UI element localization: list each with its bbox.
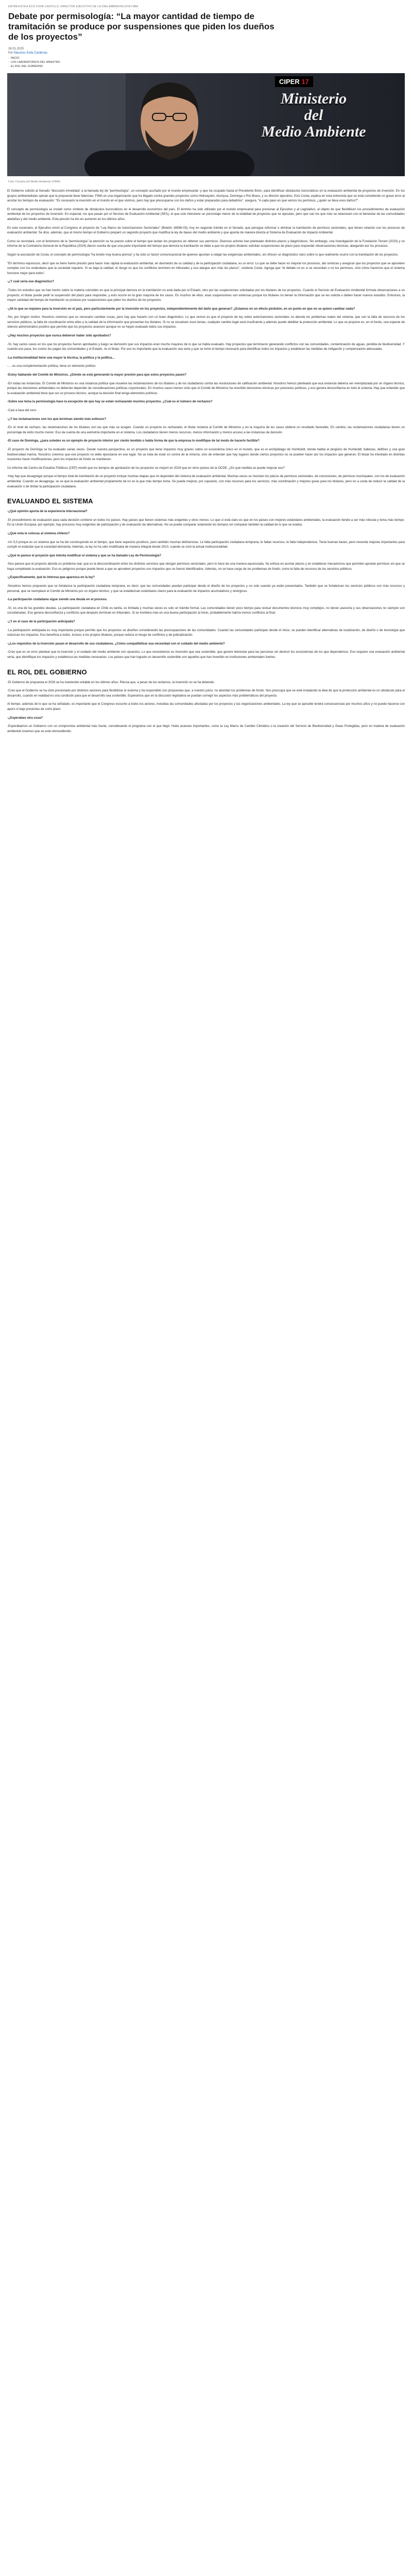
hero-caption: Foto: Fiscalía del Medio Ambiente (FIMA) [8, 180, 61, 183]
index-bullet-icon: · [8, 57, 9, 60]
interview-question: -¿Qué nota le colocas al sistema chileno? [7, 531, 70, 535]
banner-line-1: Ministerio [280, 90, 347, 107]
interview-question: -Estoy hablando del Comité de Ministros. ¿Dónde se está generando la mayor presión para que estos proyectos pasen? [7, 373, 187, 377]
index-label: EL ROL DEL GOBIERNO [10, 65, 43, 68]
paragraph: -En todas las instancias. El Comité de Ministros es una instancia política que resuelve las reclamaciones de los titulares y de los ciudadanos contra las resoluciones de calificación ambiental. Nosotros hemos planteado que esa instancia debería ser reemplazada por un órgano técnico, porque las decisiones ambientales no deberían depender de consideraciones políticas coyunturales. En muchos casos hemos visto que el Comité de Ministros ha revertido decisiones técnicas por presiones políticas, y eso genera desconfianza en todo el sistema. Hay que entender que la evaluación ambiental tiene que ser un proceso técnico, aunque la decisión final tenga elementos políticos. [7, 381, 405, 395]
article-body [7, 189, 405, 734]
paragraph: -Casi a tasa del cero. [7, 409, 37, 412]
interview-question: -¿Los requisitos de la inversión pasan el desarrollo de sus ciudadanos. ¿Cómo compatibilizar esa necesidad con el cuidado del medio ambiente? [7, 641, 225, 646]
index-label: LOS LABORATORIOS DEL MINISTRO [10, 61, 60, 64]
interview-question: -¿Esperabas otra cosa? [7, 716, 43, 720]
paragraph: -Un 5,0 porque es un sistema que se ha ido construyendo en el tiempo, que tiene aspectos positivos, pero también muchas deficiencias. Le falta participación ciudadana temprana, le faltan recursos, le falta independencia. Tiene buenas bases, pero necesita mejoras importantes para cumplir el estándar que la sociedad demanda. Además, la ley no ha sido modificada de manera integral desde 2010, cuando se creó la actual institucionalidad. [7, 540, 405, 549]
paragraph: “En términos equívocos, decir que se tiene fuerte presión para hacer más rápida la evaluación ambiental, en desmedro de su calidad y de la participación ciudadana, es un error. Lo que se debe hacer es mejorar los procesos, dar certezas y asegurar que los proyectos que se aprueben cumplan con los estándares que la sociedad requiere. Si se baja la calidad, el riesgo es que los conflictos terminen en tribunales y eso alargue aún más los plazos”, sostiene Costa. Agrega que “el debate no es si se necesitan o no los permisos, sino cómo hacemos que el sistema funcione mejor para todos”. [7, 261, 405, 275]
logo-number: 17 [301, 78, 309, 86]
interview-question: -La institucionalidad tiene una mayor la técnica, la política y la política… [7, 355, 115, 360]
article-index [8, 57, 405, 68]
article-date: 28.01.2025 [8, 47, 24, 50]
ciper-logo [275, 76, 313, 87]
interview-question: -¿Específicamente, qué te interesa que aparezca en la ley? [7, 575, 95, 580]
interview-question: -¿Y cuál sería ese diagnóstico? [7, 280, 54, 284]
interview-question: -¿Y en el caso de la participación anticipada? [7, 620, 75, 624]
interview-question: -El caso de Dominga, ¿para ustedes es un ejemplo de proyecto interior por ciento tendido o habla forma de que la empresa lo modifique de tal modo de hacerlo factible? [7, 439, 260, 443]
paragraph: -No, por ningún motivo. Nosotros creemos que es necesario cambiar cosas, pero hay que hacerlo con un buen diagnóstico. Lo que vemos es que el proyecto de ley sobre autorizaciones sectoriales no aborda los problemas reales del sistema, que son la falta de recursos de los servicios públicos, la falta de coordinación entre ellos y la calidad de la información que presentan los titulares. Si no se resuelven esos temas, cualquier cambio legal será insuficiente y además puede debilitar la protección ambiental. Lo que se propone es, en el fondo, una especie de silencio administrativo positivo que permite que los proyectos avancen aunque no se hayan evaluado todos sus impactos. [7, 315, 405, 329]
logo-text: CIPER [279, 78, 300, 86]
index-item[interactable] [8, 57, 405, 60]
paragraph: -El procedimiento de evaluación para cada decisión contiene un todos los países. Hay países que tienen sistemas más exigentes y otros menos. Lo que sí está claro es que en los países con mejores estándares ambientales, la evaluación tiende a ser más robusta y toma más tiempo. En la Unión Europea, por ejemplo, hay procesos muy exigentes de participación y de evaluación de alternativas. No se puede comparar solamente los tiempos sin comparar también la calidad de lo que se evalúa. [7, 518, 405, 527]
paragraph: -Esperábamos un Gobierno con un compromiso ambiental más fuerte, considerando el programa con el que llegó. Hubo avances importantes, como la Ley Marco de Cambio Climático o la creación del Servicio de Biodiversidad y Áreas Protegidas, pero en materia de evaluación ambiental creemos que se está retrocediendo. [7, 724, 405, 733]
paragraph: -En el nivel de rechazo, las reclamaciones de los titulares son las que más se acogen. Cuando un proyecto es rechazado, el titular reclama al Comité de Ministros y en la mayoría de los casos obtiene un resultado favorable. En cambio, las reclamaciones ciudadanas tienen un porcentaje de éxito mucho menor. Eso da cuenta de una asimetría importante en el sistema. Los ciudadanos tienen menos recursos, menos información y menos acceso a las instancias de decisión. [7, 426, 405, 434]
paragraph: -La participación anticipada es muy importante porque permite que los proyectos se diseñen considerando las preocupaciones de las comunidades. Cuando las comunidades participan desde el inicio, se pueden identificar alternativas de localización, de diseño o de tecnología que reduzcan los impactos. Eso beneficia a todos, incluso a los propios titulares, porque reduce el riesgo de conflictos y de judicialización. [7, 628, 405, 637]
interview-question: -La participación ciudadana sigue siendo una deuda en el proceso. [7, 598, 108, 602]
section-heading: EVALUANDO EL SISTEMA [7, 497, 93, 505]
interview-question: -Sobre ese tema la permisología hace la excepción de que hay se están rechazando muchos proyectos. ¿Cuál es el número de rechazos? [7, 400, 213, 404]
interview-question: -¿Hay muchos proyectos que nunca debieron haber sido aprobados? [7, 334, 111, 338]
paragraph: Un informe del Centro de Estudios Públicos (CEP) reveló que los tiempos de aprobación de los proyectos se mejoró en 2024 que en otros países de la OCDE. ¿En qué medida se puede mejorar eso? [7, 466, 285, 470]
paragraph: -Nos parece que el proyecto aborda un problema real, que es la descoordinación entre los distintos servicios que otorgan permisos sectoriales, pero lo hace de una manera equivocada. Se enfoca en acortar plazos y en establecer mecanismos que permiten aprobar permisos sin que se haya completado la evaluación. Eso es peligroso porque puede llevar a que se aprueben proyectos con impactos que no fueron identificados. Además, no se hace cargo de los problemas de fondo, como la falta de recursos de los servicios públicos. [7, 562, 405, 571]
paragraph: -Sí, hay varios casos en los que los proyectos fueron aprobados y luego se demostró que sus impactos eran mucho mayores de lo que se había evaluado. Hay proyectos que terminaron generando conflictos con las comunidades, contaminación de aguas, pérdida de biodiversidad. Y cuando eso pasa, los costos los pagan las comunidades y el Estado, no el titular. Por eso es importante que la evaluación sea seria y que se tome el tiempo necesario para identificar todos los impactos y establecer las medidas de mitigación y compensación adecuadas. [7, 342, 405, 351]
index-bullet-icon: · [8, 65, 9, 68]
paragraph: En este escenario, el Ejecutivo envió al Congreso el proyecto de “Ley Marco de Autorizaciones Sectoriales” (Boletín 16566-03), hoy en segundo trámite en el Senado, que persigue reformar o eliminar la tramitación de permisos sectoriales, que tienen relación con los procesos de evaluación ambiental. Se dice, además, que al mismo tiempo el Gobierno preparó un segundo proyecto que modifica la ley de bases del medio ambiente y que apunta de manera directa al Sistema de Evaluación de Impacto Ambiental. [7, 226, 405, 235]
interview-question: -¿Qué te parece el proyecto que intenta modificar el sistema y que se ha llamado Ley de Permisología? [7, 553, 162, 557]
index-item[interactable] [8, 61, 405, 64]
article-headline: Debate por permisología: “La mayor cantidad de tiempo de tramitación se produce por suspensiones que piden los dueños de los proyectos” [8, 11, 274, 42]
paragraph: -Nosotros hemos propuesto que se fortalezca la participación ciudadana temprana, es decir, que las comunidades puedan participar desde el diseño de los proyectos y no solo cuando ya están presentados. También que se fortalezcan los servicios públicos con más recursos y personal, que se reemplace el Comité de Ministros por un órgano técnico, y que se establezcan estándares claros para la evaluación de impactos acumulativos y sinérgicos. [7, 584, 405, 593]
index-label: INICIO [10, 57, 20, 60]
byline-prefix: Por [8, 52, 13, 55]
paragraph: Como se recordará, con el fenómeno de la “permisología” la atención se ha puesto sobre el tiempo que tardan los proyectos en obtener sus permisos. Diversos actores han planteado distintos plazos y diagnósticos. Sin embargo, una investigación de la Fundación Terram (2023) y un informe de la Contraloría General de la República (2024) dieron cuenta de que una parte importante del tiempo que demora la tramitación se debe a que los propios titulares solicitan suspensiones de plazo para responder observaciones técnicas, alargando así los procesos. [7, 239, 405, 248]
article-kicker: ENTREVISTA A ECO COOK-CASTILLO, DIRECTOR EJECUTIVO DE LA ONG AMBIENTALISTA FIMA [8, 5, 139, 8]
paragraph: El concepto de permisología se instaló como símbolo de obstáculos burocráticos en el desarrollo económico del país. El término ha sido utilizado por el mundo empresarial para presionar al Ejecutivo y al Legislativo, al objeto de que flexibilicen los procedimientos de evaluación ambiental de los proyectos de inversión. En especial, los que pasan por el Servicio de Evaluación Ambiental (SEA), el que solo interviene un porcentaje menor de la totalidad de proyectos que se ejecutan, pero que son los que más se relacionan con el bienestar de las comunidades aledañas y del medio ambiente. Esta presión ha ido en aumento en los últimos años. [7, 207, 405, 221]
paragraph: -El proyecto de Dominga se ha evaluado varias veces. Desde nuestra perspectiva, es un proyecto que tiene impactos muy graves sobre un ecosistema único en el mundo, que es el archipiélago de Humboldt, donde habita el pingüino de Humboldt, ballenas, delfines y una gran biodiversidad marina. Nosotros creemos que ese proyecto no debe ejecutarse en ese lugar. No se trata de estar en contra de la minería, sino de entender que hay lugares donde ciertos proyectos no se pueden hacer por los impactos que generan. El titular ha intentado en distintas ocasiones hacer modificaciones, pero los impactos de fondo se mantienen. [7, 447, 405, 462]
paragraph: -El Gobierno de propuesta el 2026 se ha mantenido estable en los últimos años. Piensa que, a pesar de los reclamos, la inversión no se ha detenido. [7, 680, 215, 684]
author-link[interactable]: Mauricio Ávila Cárdenas [14, 52, 48, 55]
paragraph: -… es una complementación política, tiene un elemento político. [7, 364, 97, 368]
interview-question: -¿Y las reclamaciones son los que terminan siendo más exitosos? [7, 417, 107, 421]
article-page [0, 0, 412, 748]
index-bullet-icon: · [8, 61, 9, 64]
interview-question: -¿Ni lo que se requiere para la inversión en el país, pero particularmente por la inversión en los proyectos, independientemente del daño que generan? ¿Estamos en un efecto pindulón, en un punto en que no se quiere cambiar nada? [7, 307, 355, 311]
paragraph: El Gobierno solicitó al Senado “discusión inmediata” a la llamada ley de “permisología”, un concepto acuñado por el mundo empresarial -y que ha ocupado hasta el Presidente Boric- para identificar obstáculos burocráticos en la evaluación ambiental de proyectos de inversión. En los grupos ambientalistas opinan que la propuesta tiene falencias. FIMA es una organización que ha litigado contra grandes proyectos como Hidroaysén, Alumysa, Dominga o Río Bravo, y su director ejecutivo, Ezio Costa, explica en esta entrevista que se está cometiendo un grave error al acortar los tiempos de evaluación: “Es necesario la inversión en el mundo en el que vivimos, pero hay que preocuparse con los daños y estar preparados para debatirlos”, asegura. “A cada paso en que vemos los permisos, ¿quién se lleva esos daños?”. [7, 189, 405, 203]
paragraph: -Sí, es una de las grandes deudas. La participación ciudadana en Chile es tardía, es limitada y muchas veces es solo un trámite formal. Las comunidades tienen poco tiempo para revisar documentos técnicos muy complejos, no tienen asesoría y sus observaciones no siempre son consideradas. Eso genera desconfianza y conflictos que después terminan en tribunales. Si se invirtiera más en una buena participación al inicio, probablemente habría menos conflictos al final. [7, 606, 405, 615]
interview-question: -¿Qué opinión aporta de la experiencia internacional? [7, 510, 88, 514]
paragraph: -Todos los estudios que se han hecho sobre la materia coinciden en que la principal demora en la tramitación no está dada por el Estado, sino por las suspensiones solicitadas por los titulares de los proyectos. Cuando el Servicio de Evaluación Ambiental formula observaciones a un proyecto, el titular puede pedir la suspensión del plazo para responder, y esto ocurre en la gran mayoría de los casos. En muchos de ellos, esas suspensiones son extensas porque los titulares no tienen la información que se les solicita o deben hacer nuevos estudios. Entonces, la mayor cantidad del tiempo de tramitación se produce por suspensiones que piden los dueños de los proyectos. [7, 288, 405, 302]
hero-banner-text [229, 91, 399, 140]
article-byline [8, 52, 405, 55]
paragraph: Según la asociación de Costa, el concepto de permisología “ha tenido muy buena prensa” y ha sido un factor comunicacional de quienes apuntan a relajar las exigencias ambientales, sin ofrecer un diagnóstico claro sobre lo que realmente ocurre con la tramitación de los proyectos. [7, 252, 399, 257]
banner-line-2: del [304, 107, 323, 124]
hero-image [7, 73, 405, 176]
paragraph: -Creo que el Gobierno se ha visto presionado por distintos sectores para flexibilizar el sistema y ha respondido con propuestas que, a nuestro juicio, no abordan los problemas de fondo. Nos preocupa que se esté instalando la idea de que la protección ambiental es un obstáculo para el desarrollo, cuando en realidad es una condición para que el desarrollo sea sostenible. Esperamos que en la discusión legislativa se puedan corregir los aspectos más problemáticos del proyecto. [7, 689, 405, 698]
index-item[interactable] [8, 65, 405, 68]
paragraph: -Creo que es un error plantear que la inversión y el cuidado del medio ambiente son opuestos. Lo que necesitamos es inversión que sea sostenible, que genere bienestar para las personas sin destruir los ecosistemas de los que dependemos. Eso requiere una evaluación ambiental seria, que identifique los impactos y establezca las medidas necesarias. Los países que han logrado un desarrollo sostenible son aquellos que han invertido en instituciones ambientales fuertes. [7, 650, 405, 659]
banner-line-3: Medio Ambiente [261, 123, 366, 140]
paragraph: -Hay hay que desagregar porque el tiempo total de tramitación de un proyecto incluye muchas etapas que no dependen del sistema de evaluación ambiental. Muchas veces se mezclan los plazos de permisos sectoriales, de concesiones, de permisos municipales, con los de evaluación ambiental. Cuando se desagrega, se ve que la evaluación ambiental propiamente tal no es la que más tiempo toma. Se puede mejorar, por supuesto, con más recursos para los servicios, más coordinación y mejores guías para los titulares, pero no a costa de reducir la calidad de la evaluación o de limitar la participación ciudadana. [7, 474, 405, 488]
paragraph: Al tiempo, además de lo que se ha señalado, es importante que el Congreso escuche a todos los actores, incluidas las comunidades afectadas por los proyectos y las organizaciones ambientales. La ley que se apruebe tendrá consecuencias por muchos años y no puede hacerse con apuro ni bajo presiones de corto plazo. [7, 702, 405, 711]
section-heading: EL ROL DEL GOBIERNO [7, 668, 87, 676]
